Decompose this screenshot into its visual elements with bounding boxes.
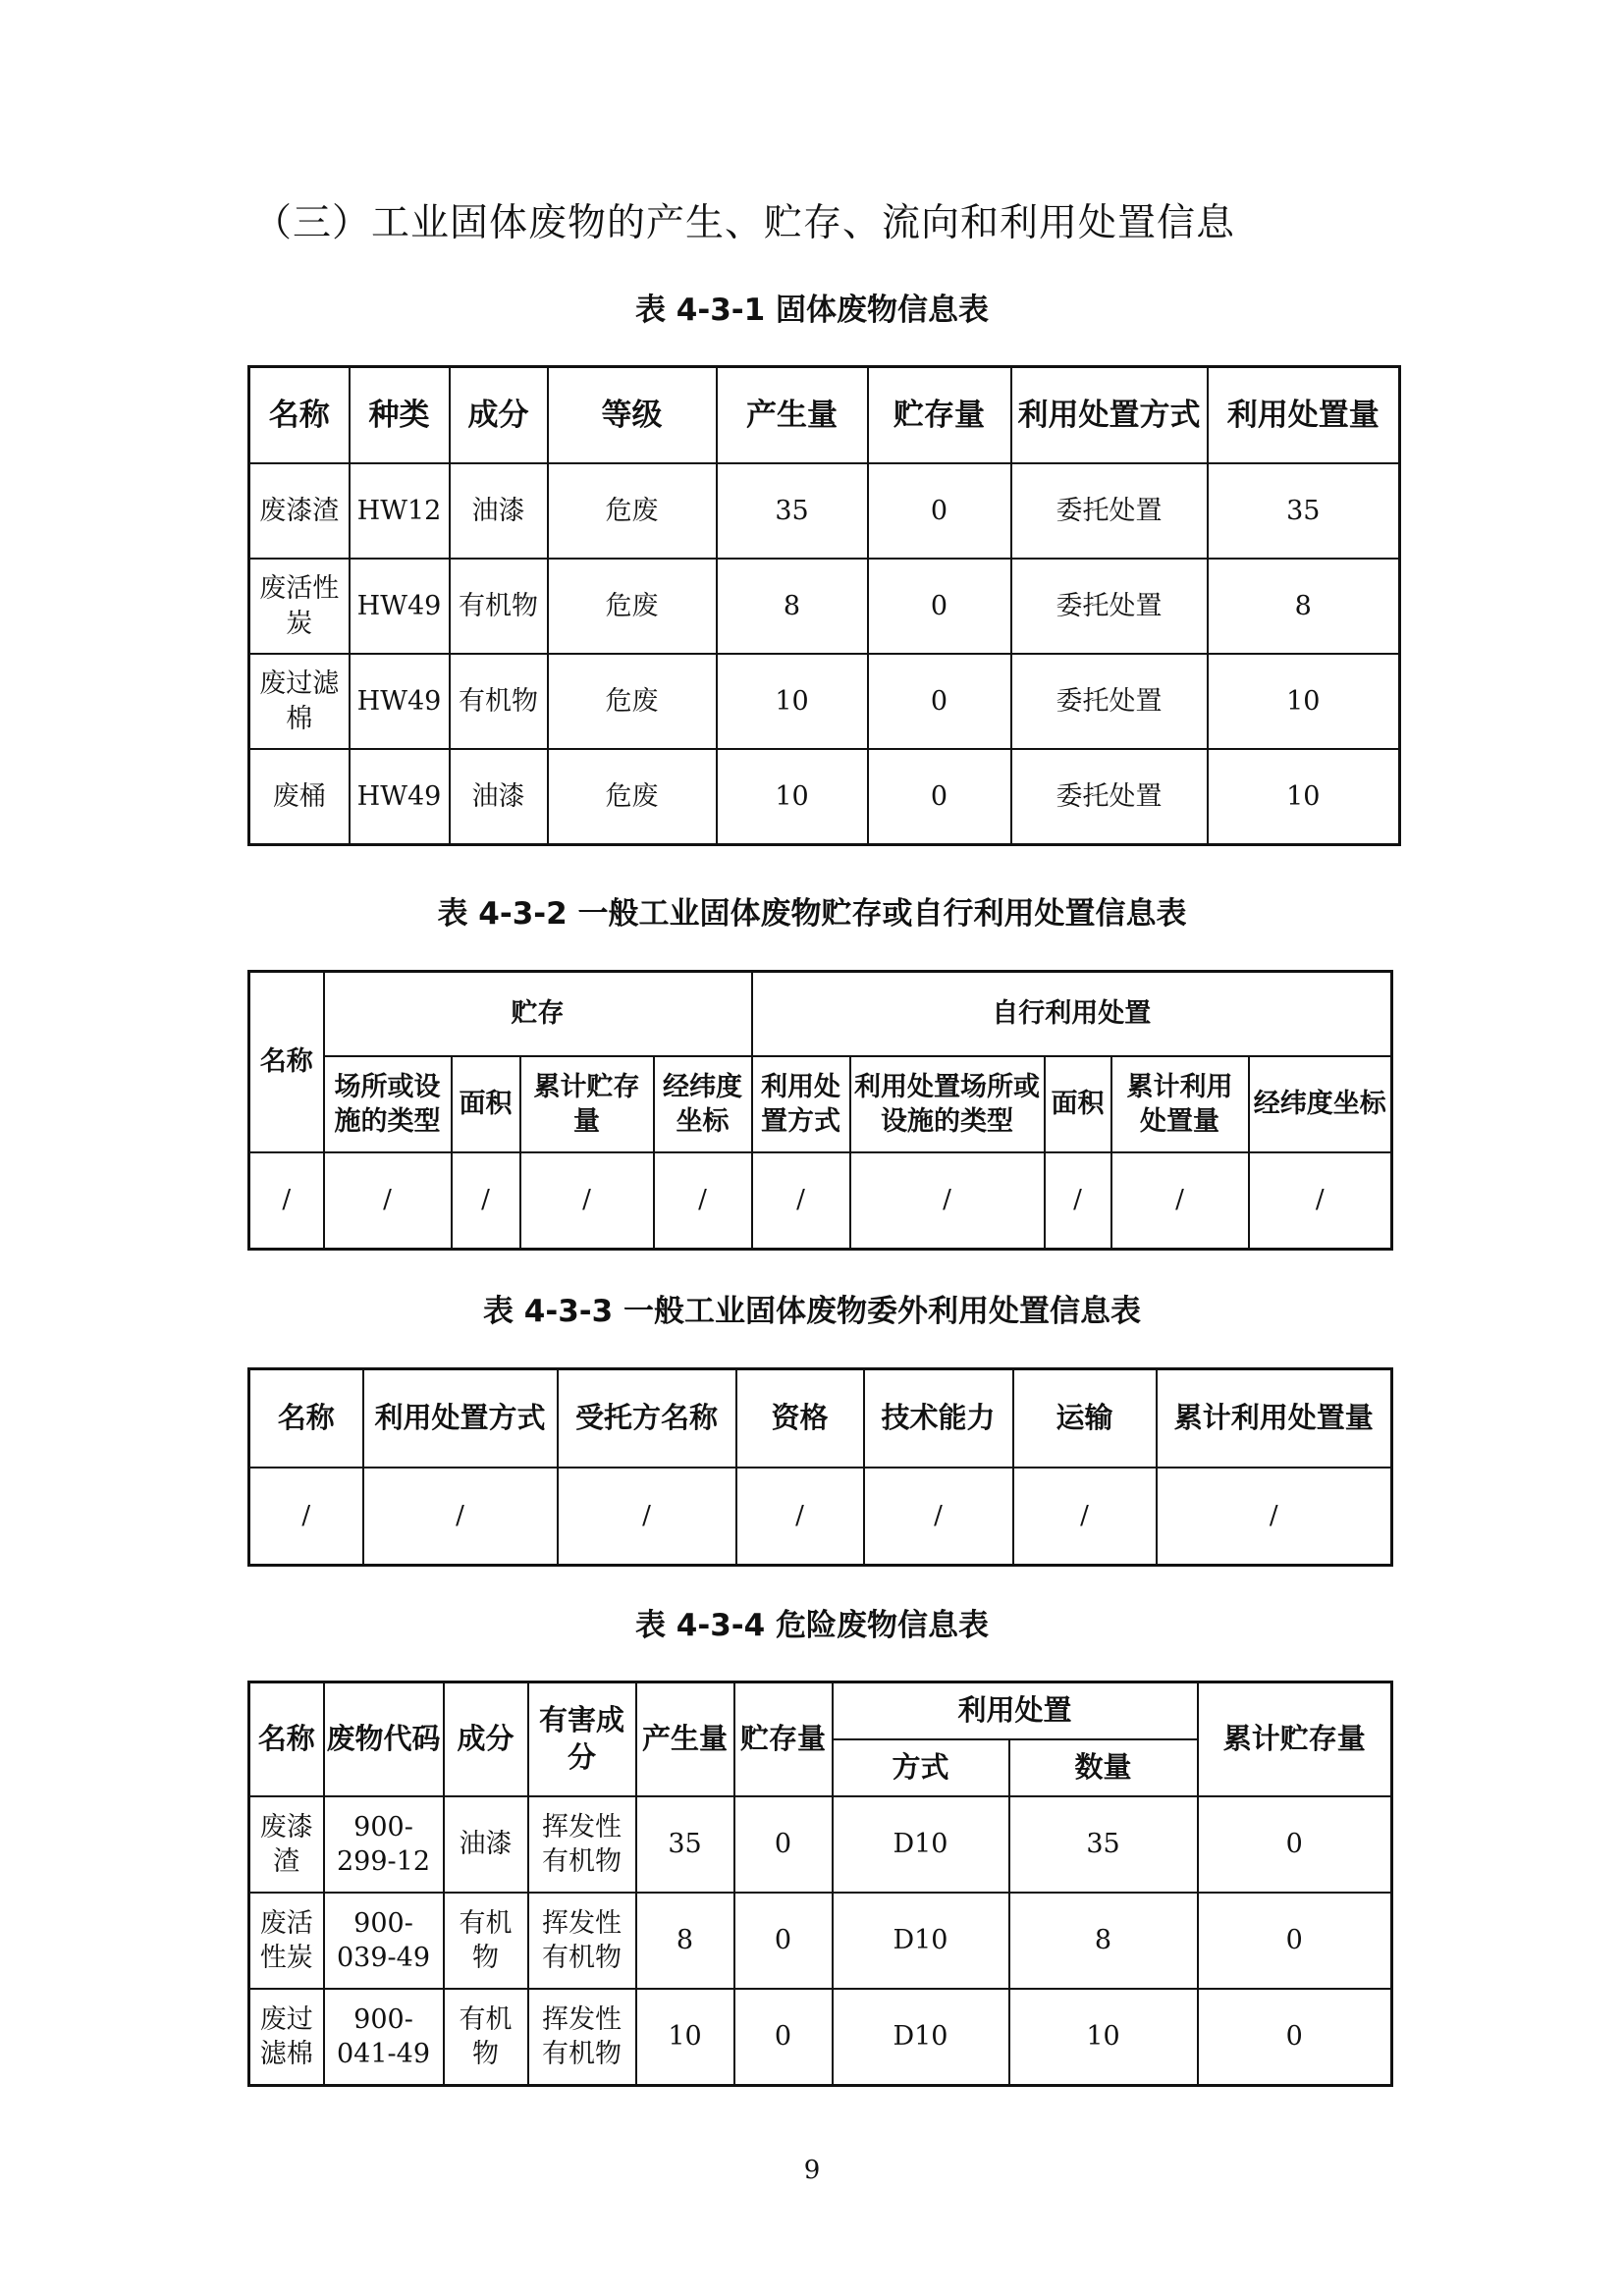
table1-header-stored: 贮存量 (868, 367, 1011, 464)
table3-caption: 表 4-3-3 一般工业固体废物委外利用处置信息表 (482, 1294, 1142, 1329)
table4-cell: 900-299-12 (324, 1796, 444, 1893)
table1-cell: 0 (868, 559, 1011, 654)
table2-header-storage: 贮存 (324, 972, 752, 1057)
table1-cell: 8 (1208, 559, 1400, 654)
table1-cell: 危废 (548, 463, 717, 559)
table2-header-self-disposal: 自行利用处置 (752, 972, 1392, 1057)
table2-subheader: 利用处置方式 (752, 1056, 850, 1152)
table2-cell: / (249, 1152, 324, 1250)
table3-header: 利用处置方式 (363, 1369, 558, 1468)
table1-header-amount: 利用处置量 (1208, 367, 1400, 464)
table1-cell: 委托处置 (1011, 463, 1208, 559)
table1-cell: 危废 (548, 654, 717, 749)
table3-cell: / (363, 1468, 558, 1566)
table4-header-row (249, 1682, 1392, 1740)
table4-cell: 废活性炭 (249, 1893, 324, 1989)
table4-cell: 有机物 (444, 1989, 528, 2086)
page-number: 9 (803, 2156, 821, 2185)
table4-cell: 8 (1009, 1893, 1198, 1989)
table1-cell: 油漆 (450, 749, 548, 845)
table1-cell: 0 (868, 654, 1011, 749)
table2-cell: / (520, 1152, 654, 1250)
table3-cell: / (1013, 1468, 1157, 1566)
table1-cell: 0 (868, 463, 1011, 559)
table4-cell: 0 (1198, 1893, 1392, 1989)
table-row (249, 1152, 1392, 1250)
general-waste-storage-table (247, 970, 1393, 1251)
table1-cell: 8 (717, 559, 868, 654)
table4-header-component: 成分 (444, 1682, 528, 1797)
table1-cell: 油漆 (450, 463, 548, 559)
table4-header-stored: 贮存量 (734, 1682, 833, 1797)
table1-cell: 委托处置 (1011, 559, 1208, 654)
table2-subheader: 场所或设施的类型 (324, 1056, 452, 1152)
table1-header-component: 成分 (450, 367, 548, 464)
table-row (249, 654, 1400, 749)
outsourced-disposal-table (247, 1367, 1393, 1567)
table1-cell: 废活性炭 (249, 559, 350, 654)
table4-cell: 废漆渣 (249, 1796, 324, 1893)
table4-cell: 35 (1009, 1796, 1198, 1893)
table2-subheader: 累计利用处置量 (1111, 1056, 1249, 1152)
table4-cell: 900-039-49 (324, 1893, 444, 1989)
table1-cell: 有机物 (450, 559, 548, 654)
table4-header-harmful: 有害成分 (528, 1682, 636, 1797)
table-row (249, 559, 1400, 654)
table2-subheader: 经纬度坐标 (654, 1056, 752, 1152)
table1-cell: HW12 (350, 463, 450, 559)
table4-cell: 有机物 (444, 1893, 528, 1989)
table4-cell: 挥发性有机物 (528, 1796, 636, 1893)
table1-header-type: 种类 (350, 367, 450, 464)
table-row (249, 1796, 1392, 1893)
table1-cell: 10 (1208, 749, 1400, 845)
table1-header-row (249, 367, 1400, 464)
table4-header-method: 方式 (833, 1739, 1009, 1796)
table3-header: 累计利用处置量 (1157, 1369, 1392, 1468)
table1-cell: 10 (717, 654, 868, 749)
table4-cell: D10 (833, 1893, 1009, 1989)
table4-cell: 0 (1198, 1796, 1392, 1893)
table1-cell: HW49 (350, 559, 450, 654)
table1-cell: 35 (1208, 463, 1400, 559)
table4-cell: 900-041-49 (324, 1989, 444, 2086)
table4-cell: 废过滤棉 (249, 1989, 324, 2086)
table1-header-produced: 产生量 (717, 367, 868, 464)
table3-header: 运输 (1013, 1369, 1157, 1468)
table2-subheader: 面积 (452, 1056, 520, 1152)
table2-subheader: 累计贮存量 (520, 1056, 654, 1152)
table2-cell: / (752, 1152, 850, 1250)
table2-header-row (249, 972, 1392, 1057)
table2-cell: / (1249, 1152, 1392, 1250)
table4-cell: 挥发性有机物 (528, 1989, 636, 2086)
table4-cell: 0 (734, 1989, 833, 2086)
table1-cell: 废过滤棉 (249, 654, 350, 749)
table2-cell: / (1111, 1152, 1249, 1250)
table1-caption: 表 4-3-1 固体废物信息表 (634, 293, 990, 328)
table2-subheader: 经纬度坐标 (1249, 1056, 1392, 1152)
table-row (249, 749, 1400, 845)
table1-header-name: 名称 (249, 367, 350, 464)
table4-cell: 10 (636, 1989, 734, 2086)
table4-cell: D10 (833, 1989, 1009, 2086)
table4-caption: 表 4-3-4 危险废物信息表 (634, 1608, 990, 1643)
table4-cell: 0 (1198, 1989, 1392, 2086)
table1-cell: 有机物 (450, 654, 548, 749)
table4-cell: 10 (1009, 1989, 1198, 2086)
table1-cell: 35 (717, 463, 868, 559)
table1-cell: HW49 (350, 654, 450, 749)
table4-header-quantity: 数量 (1009, 1739, 1198, 1796)
table1-cell: 委托处置 (1011, 654, 1208, 749)
table1-cell: 废桶 (249, 749, 350, 845)
table4-cell: 8 (636, 1893, 734, 1989)
table2-subheader: 利用处置场所或设施的类型 (850, 1056, 1045, 1152)
table1-cell: 危废 (548, 749, 717, 845)
table3-header: 资格 (736, 1369, 864, 1468)
table2-cell: / (452, 1152, 520, 1250)
table1-cell: HW49 (350, 749, 450, 845)
section-title: （三）工业固体废物的产生、贮存、流向和利用处置信息 (253, 201, 1236, 245)
table4-cell: 0 (734, 1796, 833, 1893)
table4-header-produced: 产生量 (636, 1682, 734, 1797)
table1-cell: 废漆渣 (249, 463, 350, 559)
table2-subheader: 面积 (1045, 1056, 1111, 1152)
table4-header-disposal: 利用处置 (833, 1682, 1198, 1740)
table4-cell: 35 (636, 1796, 734, 1893)
table4-cell: 挥发性有机物 (528, 1893, 636, 1989)
table3-cell: / (558, 1468, 736, 1566)
table-row (249, 1989, 1392, 2086)
table2-cell: / (850, 1152, 1045, 1250)
table-row (249, 1468, 1392, 1566)
table2-subheader-row (249, 1056, 1392, 1152)
hazardous-waste-table (247, 1681, 1393, 2087)
table3-header: 受托方名称 (558, 1369, 736, 1468)
table2-caption: 表 4-3-2 一般工业固体废物贮存或自行利用处置信息表 (437, 896, 1187, 932)
table3-header: 名称 (249, 1369, 363, 1468)
table4-cell: 油漆 (444, 1796, 528, 1893)
table3-cell: / (249, 1468, 363, 1566)
table2-header-name: 名称 (249, 972, 324, 1153)
table4-header-code: 废物代码 (324, 1682, 444, 1797)
table1-cell: 0 (868, 749, 1011, 845)
table1-header-grade: 等级 (548, 367, 717, 464)
solid-waste-table (247, 365, 1401, 846)
table1-header-method: 利用处置方式 (1011, 367, 1208, 464)
table3-cell: / (1157, 1468, 1392, 1566)
table3-header-row (249, 1369, 1392, 1468)
table3-cell: / (864, 1468, 1013, 1566)
table-row (249, 463, 1400, 559)
table4-header-name: 名称 (249, 1682, 324, 1797)
table2-cell: / (324, 1152, 452, 1250)
table3-header: 技术能力 (864, 1369, 1013, 1468)
table2-cell: / (654, 1152, 752, 1250)
table4-header-cumulative: 累计贮存量 (1198, 1682, 1392, 1797)
table1-cell: 10 (1208, 654, 1400, 749)
table3-cell: / (736, 1468, 864, 1566)
table-row (249, 1893, 1392, 1989)
table1-cell: 10 (717, 749, 868, 845)
table2-cell: / (1045, 1152, 1111, 1250)
table1-cell: 委托处置 (1011, 749, 1208, 845)
table1-cell: 危废 (548, 559, 717, 654)
table4-cell: D10 (833, 1796, 1009, 1893)
table4-cell: 0 (734, 1893, 833, 1989)
